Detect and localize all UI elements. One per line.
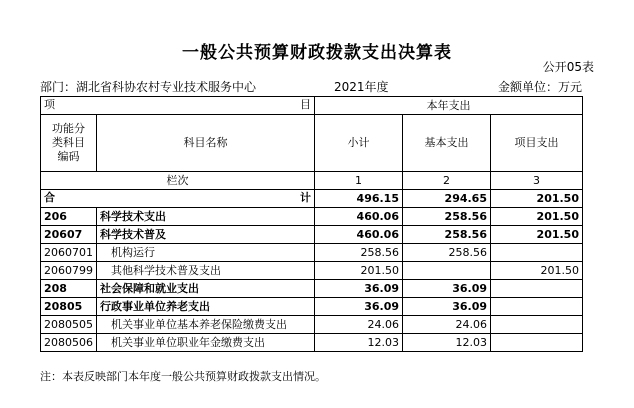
header-row-1 (41, 97, 583, 115)
row-subtotal: 460.06 (315, 208, 403, 226)
row-subtotal: 460.06 (315, 226, 403, 244)
row-basic: 258.56 (403, 226, 491, 244)
row-name: 机构运行 (97, 244, 315, 262)
subject-name-header: 科目名称 (97, 115, 315, 172)
current-year-header: 本年支出 (315, 97, 583, 115)
row-name: 行政事业单位养老支出 (97, 298, 315, 316)
total-project: 201.50 (491, 190, 583, 208)
row-basic: 12.03 (403, 334, 491, 352)
expenditure-table (40, 96, 583, 352)
table-code: 公开05表 (542, 60, 594, 74)
footnote: 注：本表反映部门本年度一般公共预算财政拨款支出情况。 (40, 370, 326, 383)
lanci-row (41, 172, 583, 190)
row-subtotal: 258.56 (315, 244, 403, 262)
row-basic: 36.09 (403, 280, 491, 298)
table-row (41, 316, 583, 334)
row-code: 2080505 (41, 316, 97, 334)
row-subtotal: 36.09 (315, 280, 403, 298)
total-subtotal: 496.15 (315, 190, 403, 208)
department-label: 部门：湖北省科协农村专业技术服务中心 (40, 80, 257, 94)
table-row (41, 262, 583, 280)
total-row (41, 190, 583, 208)
table-row (41, 244, 583, 262)
total-label-right: 计 (300, 191, 311, 204)
row-subtotal: 24.06 (315, 316, 403, 334)
row-project (491, 280, 583, 298)
row-name: 社会保障和就业支出 (97, 280, 315, 298)
row-code: 2060701 (41, 244, 97, 262)
table-row (41, 298, 583, 316)
row-project (491, 316, 583, 334)
row-subtotal: 12.03 (315, 334, 403, 352)
row-project: 201.50 (491, 208, 583, 226)
row-code: 2080506 (41, 334, 97, 352)
page-title: 一般公共预算财政拨款支出决算表 (182, 43, 452, 63)
table-row (41, 226, 583, 244)
col-number-3: 3 (491, 172, 583, 190)
table-row (41, 334, 583, 352)
total-basic: 294.65 (403, 190, 491, 208)
lanci-label: 栏次 (41, 172, 315, 190)
col-number-2: 2 (403, 172, 491, 190)
row-project (491, 334, 583, 352)
row-project (491, 244, 583, 262)
total-label-left: 合 (44, 191, 55, 204)
row-basic: 36.09 (403, 298, 491, 316)
project-header: 项目支出 (491, 115, 583, 172)
row-project: 201.50 (491, 262, 583, 280)
basic-header: 基本支出 (403, 115, 491, 172)
row-name: 科学技术普及 (97, 226, 315, 244)
table-row (41, 280, 583, 298)
row-basic: 24.06 (403, 316, 491, 334)
func-code-header: 功能分类科目编码 (41, 115, 97, 172)
header-row-2 (41, 115, 583, 172)
row-project: 201.50 (491, 226, 583, 244)
row-subtotal: 201.50 (315, 262, 403, 280)
total-label (41, 190, 315, 208)
year-label: 2021年度 (334, 80, 389, 94)
row-name: 机关事业单位职业年金缴费支出 (97, 334, 315, 352)
row-code: 2060799 (41, 262, 97, 280)
table-row (41, 208, 583, 226)
row-basic: 258.56 (403, 208, 491, 226)
row-basic: 258.56 (403, 244, 491, 262)
col-number-1: 1 (315, 172, 403, 190)
row-name: 其他科学技术普及支出 (97, 262, 315, 280)
row-code: 20607 (41, 226, 97, 244)
subtotal-header: 小计 (315, 115, 403, 172)
unit-label: 金额单位：万元 (497, 80, 582, 94)
row-name: 科学技术支出 (97, 208, 315, 226)
row-code: 20805 (41, 298, 97, 316)
item-header-right: 目 (300, 98, 311, 111)
row-code: 208 (41, 280, 97, 298)
item-header (41, 97, 315, 115)
item-header-left: 项 (44, 98, 55, 111)
row-code: 206 (41, 208, 97, 226)
row-name: 机关事业单位基本养老保险缴费支出 (97, 316, 315, 334)
meta-line (40, 78, 582, 94)
row-project (491, 298, 583, 316)
row-basic (403, 262, 491, 280)
row-subtotal: 36.09 (315, 298, 403, 316)
